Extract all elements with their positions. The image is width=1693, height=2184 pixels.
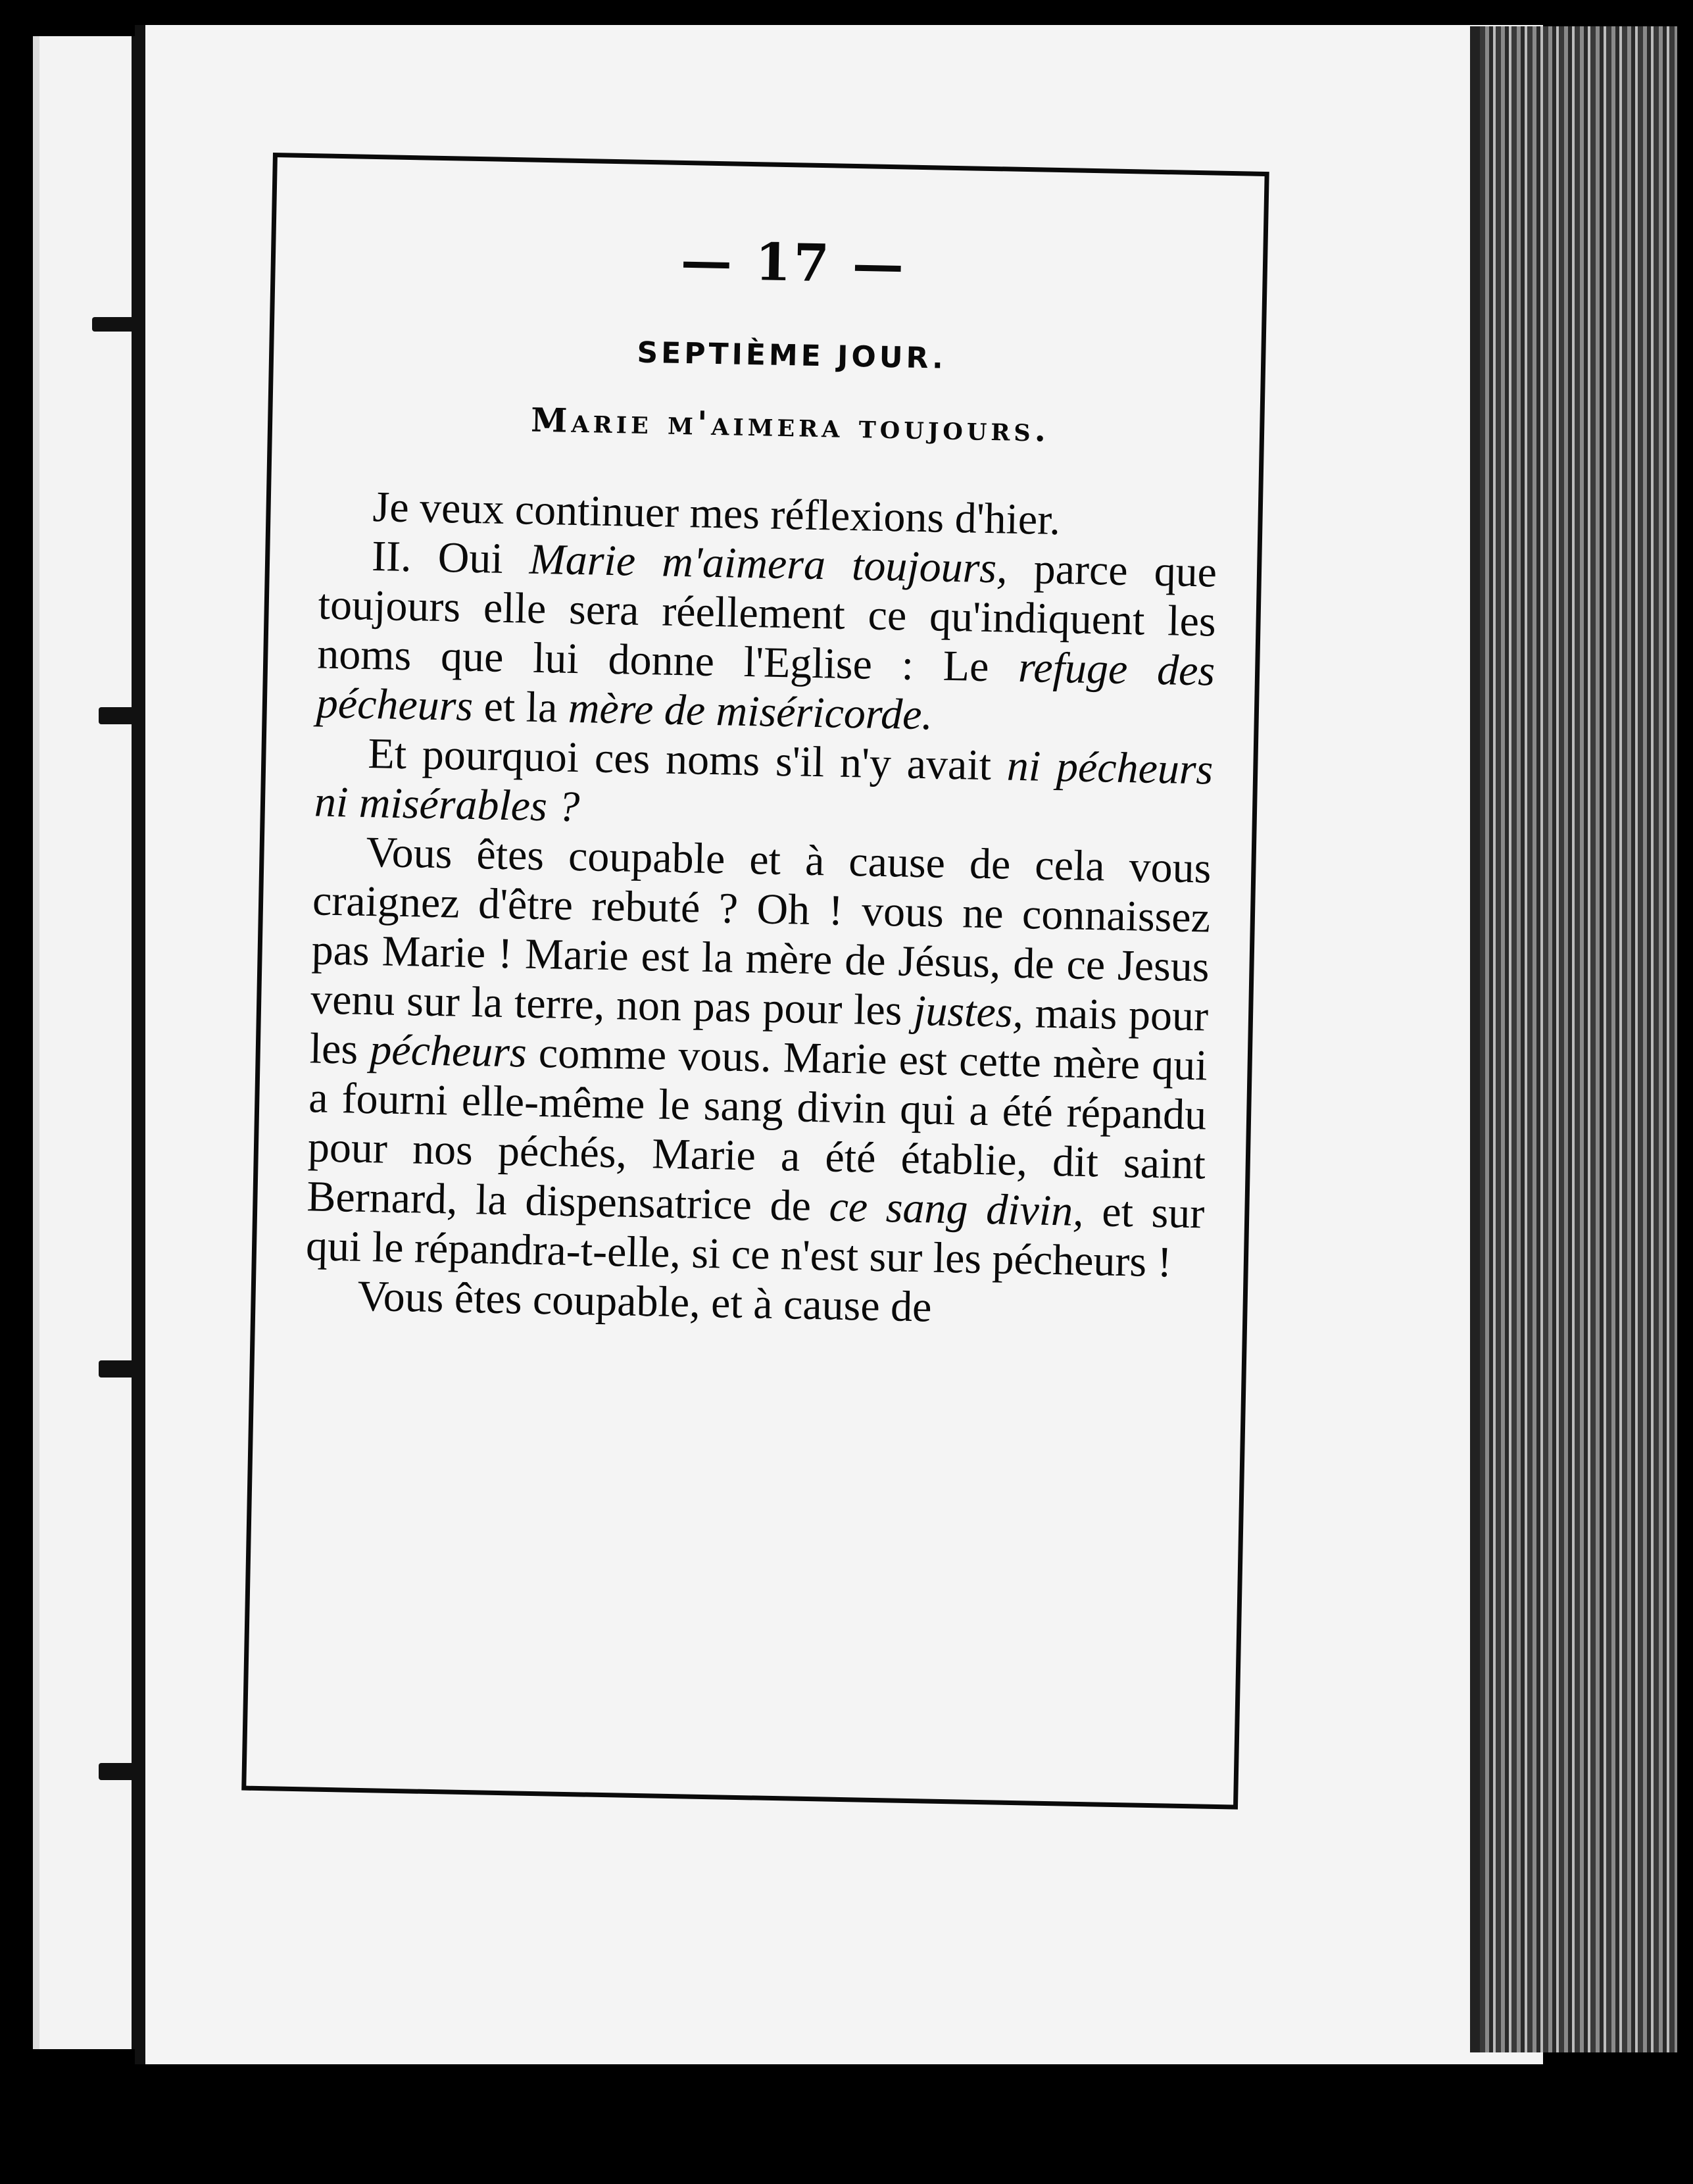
italic-text: justes, <box>913 986 1024 1037</box>
text-run: parce que toujours elle sera réellement ce qu'indiquent les noms que lui donne l'Eglise : Le <box>316 544 1217 691</box>
italic-text: ni pécheurs ni misérables ? <box>314 741 1214 831</box>
text-frame <box>241 153 1269 1810</box>
text-run: et sur qui le répandra-t-elle, si ce n'est sur les pécheurs ! <box>305 1187 1206 1287</box>
stacked-page-edges <box>1480 26 1677 2052</box>
italic-text: Marie m'aimera toujours, <box>529 535 1008 593</box>
text-run: mais pour les <box>309 989 1209 1074</box>
body-text <box>305 481 1218 1337</box>
page-number: — 17 — <box>680 230 907 295</box>
text-run: II. Oui <box>371 532 530 583</box>
italic-text: ce sang divin, <box>828 1182 1085 1235</box>
italic-text: mère de miséricorde. <box>568 683 933 739</box>
previous-page-edge <box>33 36 138 2049</box>
italic-text: pécheurs <box>369 1026 528 1077</box>
paragraph <box>314 728 1214 843</box>
day-heading: SEPTIÈME JOUR. <box>637 335 947 376</box>
text-run: Vous êtes coupable, et à cause de <box>356 1272 933 1331</box>
paragraph <box>316 530 1217 745</box>
previous-page-shadow <box>33 36 39 2049</box>
text-run: Je veux continuer mes réflexions d'hier. <box>372 483 1061 545</box>
text-run: Vous êtes coupable et à cause de cela vous craignez d'être rebuté ? Oh ! vous ne connaissez pas Marie ! Marie est la mère de Jésus, de ce Jesus venu sur la terre, non pas pour les <box>310 828 1212 1035</box>
italic-text: refuge des pécheurs <box>316 643 1215 730</box>
text-run: Et pourquoi ces noms s'il n'y avait <box>367 729 1008 790</box>
text-run: comme vous. Marie est cette mère qui a fourni elle-même le sang divin qui a été répandu pour nos péchés, Marie a été établie, dit saint Bernard, la dispensatrice de <box>306 1028 1208 1231</box>
chapter-title: Marie m'aimera toujours. <box>530 400 1050 449</box>
text-run: et la <box>472 682 569 732</box>
frame-content <box>305 198 1223 1337</box>
paragraph <box>305 826 1212 1287</box>
